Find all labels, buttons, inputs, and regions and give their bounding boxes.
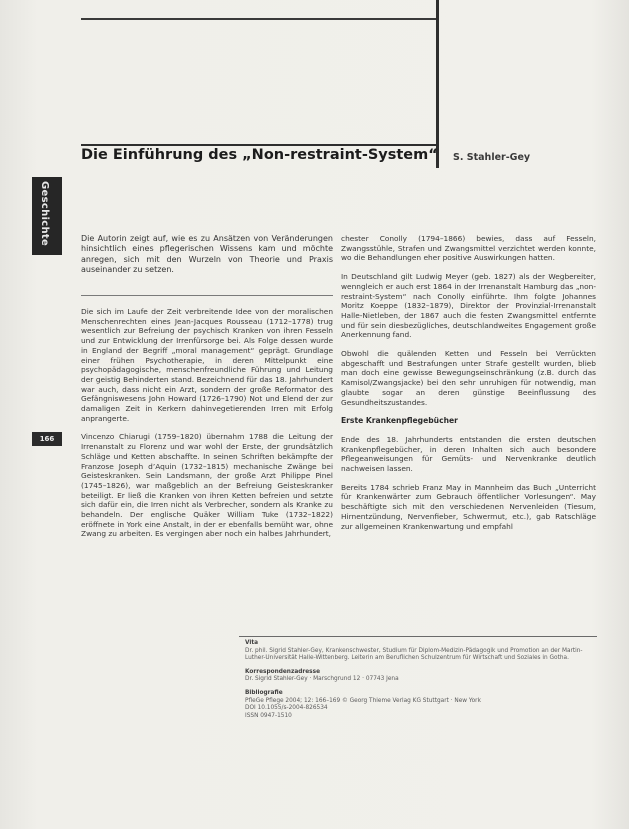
vertical-rule bbox=[436, 0, 439, 168]
top-rule bbox=[81, 18, 436, 20]
bibliography-line-1: PfleGe Pflege 2004; 12: 166–169 © Georg Thieme Verlag KG Stuttgart · New York bbox=[245, 697, 481, 704]
page-number: 166 bbox=[39, 435, 55, 443]
section-label: Geschichte bbox=[39, 181, 50, 247]
bibliography-label: Bibliografie bbox=[245, 689, 283, 696]
intro-separator bbox=[81, 295, 333, 296]
right-paragraph-3: Ende des 18. Jahrhunderts entstanden die ersten deutschen Krankenpflegebücher, in deren Inhalten sich auch besondere Pflegeanweisungen für Gemüts- und Nervenkranke deutlich nachweisen lassen. bbox=[341, 434, 596, 474]
bibliography-line-2: DOI 10.1055/s-2004-826534 bbox=[245, 705, 328, 712]
vita-text: Dr. phil. Sigrid Stahler-Gey, Krankenschwester, Studium für Diplom-Medizin-Pädagogik und Promotion an der Martin-Luther-Universität Halle-Wittenberg. Leiterin am Beruflichen Schulzentrum für Wirtschaft und Soziales in Gotha. bbox=[245, 647, 583, 662]
bibliography-line-3: ISSN 0947-1510 bbox=[245, 712, 292, 719]
right-paragraph-2: Obwohl die quälenden Ketten und Fesseln bei Verrückten abgeschafft und Bestrafungen unter Strafe gestellt wurden, blieb man doch eine gewisse Bewegungseinschränkung (z.B. durch das Kamisol/Zwangsjacke) bei den sehr unruhigen für notwendig, man glaubte sogar an deren günstige Beeinflussung des Gesundheitszustandes. bbox=[341, 349, 596, 407]
article-author: S. Stahler-Gey bbox=[453, 152, 531, 163]
right-intro-continuation: chester Conolly (1794–1866) bewies, dass auf Fesseln, Zwangsstühle, Strafen und Zwangsmittel verzichtet werden konnte, wo die Behandlungen eher positive Auswirkungen hatten. bbox=[341, 234, 596, 263]
left-paragraph-1: Die sich im Laufe der Zeit verbreitende Idee von der moralischen Menschenrechten eines Jean-Jacques Rousseau (1712–1778) trug wesentlich zur Befreiung der psychisch Kranken von ihren Fesseln und zur Entwicklung der Irrenfürsorge bei. Als Folge dessen wurde in England der Begriff „moral management“ geprägt. Grundlage einer frühen Psychotherapie, in deren Mittelpunkt eine psychopädagogische, menschenfreundliche Führung und Leitung der geistig Behinderten stand. Bezeichnend für das 18. Jahrhundert war auch, dass nicht ein Arzt, sondern der große Reformator des Gefängniswesens John Howard (1726–1790) Not und Elend der zur damaligen Zeit in Kerkern dahinvegetierenden Irren mit Erfolg anprangerte. bbox=[81, 307, 333, 423]
article-title: Die Einführung des „Non-restraint-System“ bbox=[81, 147, 438, 163]
section-tab bbox=[32, 177, 62, 255]
vita-label: Vita bbox=[245, 640, 259, 646]
intro-abstract bbox=[81, 234, 333, 285]
right-paragraph-4: Bereits 1784 schrieb Franz May in Mannheim das Buch „Unterricht für Krankenwärter zum Gebrauch öffentlicher Vorlesungen“. May beschäftigte sich mit den verschiedenen Nervenleiden (Tiesum, Hirnentzündung, Nervenfieber, Schwermut, etc.), gab Ratschläge zur allgemeinen Krankenwartung und empfahl bbox=[341, 482, 596, 531]
left-column bbox=[81, 307, 333, 548]
page-number-badge bbox=[32, 432, 62, 446]
section-heading: Erste Krankenpflegebücher bbox=[341, 416, 458, 426]
footer-rule bbox=[239, 636, 597, 637]
intro-text: Die Autorin zeigt auf, wie es zu Ansätzen von Veränderungen hinsichtlich eines pflegerischen Wissens kam und möchte anregen, sich mit den Wurzeln von Theorie und Praxis auseinander zu setzen. bbox=[81, 234, 333, 275]
contact-text: Dr. Sigrid Stahler-Gey · Marschgrund 12 · 07743 Jena bbox=[245, 676, 399, 683]
contact-label: Korrespondenzadresse bbox=[245, 668, 320, 675]
left-paragraph-2: Vincenzo Chiarugi (1759–1820) übernahm 1788 die Leitung der Irrenanstalt zu Florenz und war wohl der Erste, der grundsätzlich Schläge und Ketten abschaffte. In seinen Schriften bekämpfte der Franzose Joseph d’Aquin (1732–1815) mechanische Zwänge bei Geisteskranken. Sein Landsmann, der große Arzt Philippe Pinel (1745–1826), war maßgeblich an der Befreiung Geisteskranker beteiligt. Er ließ die Kranken von ihren Ketten befreien und setzte sich dafür ein, die Irren nicht als Verbrecher, sondern als Kranke zu behandeln. Der englische Quäker William Tuke (1732–1822) eröffnete in York eine Anstalt, in der er ebenfalls bemüht war, ohne Zwang zu arbeiten. Es vergingen aber noch ein halbes Jahrhundert, bbox=[81, 432, 333, 539]
right-column bbox=[341, 234, 596, 540]
title-rule bbox=[81, 144, 436, 146]
footer-info bbox=[245, 640, 590, 726]
right-paragraph-1: In Deutschland gilt Ludwig Meyer (geb. 1827) als der Wegbereiter, wenngleich er auch erst 1864 in der Irrenanstalt Hamburg das „non-restraint-System“ nach Conolly einführte. Ihm folgte Johannes Moritz Koeppe (1832–1879), Direktor der Provinzial-Irrenanstalt Halle-Nietleben, der 1867 auch die festen Zwangsmittel entfernte und für sein diesbezügliches, deutschlandweites Engagement große Anerkennung fand. bbox=[341, 272, 596, 340]
